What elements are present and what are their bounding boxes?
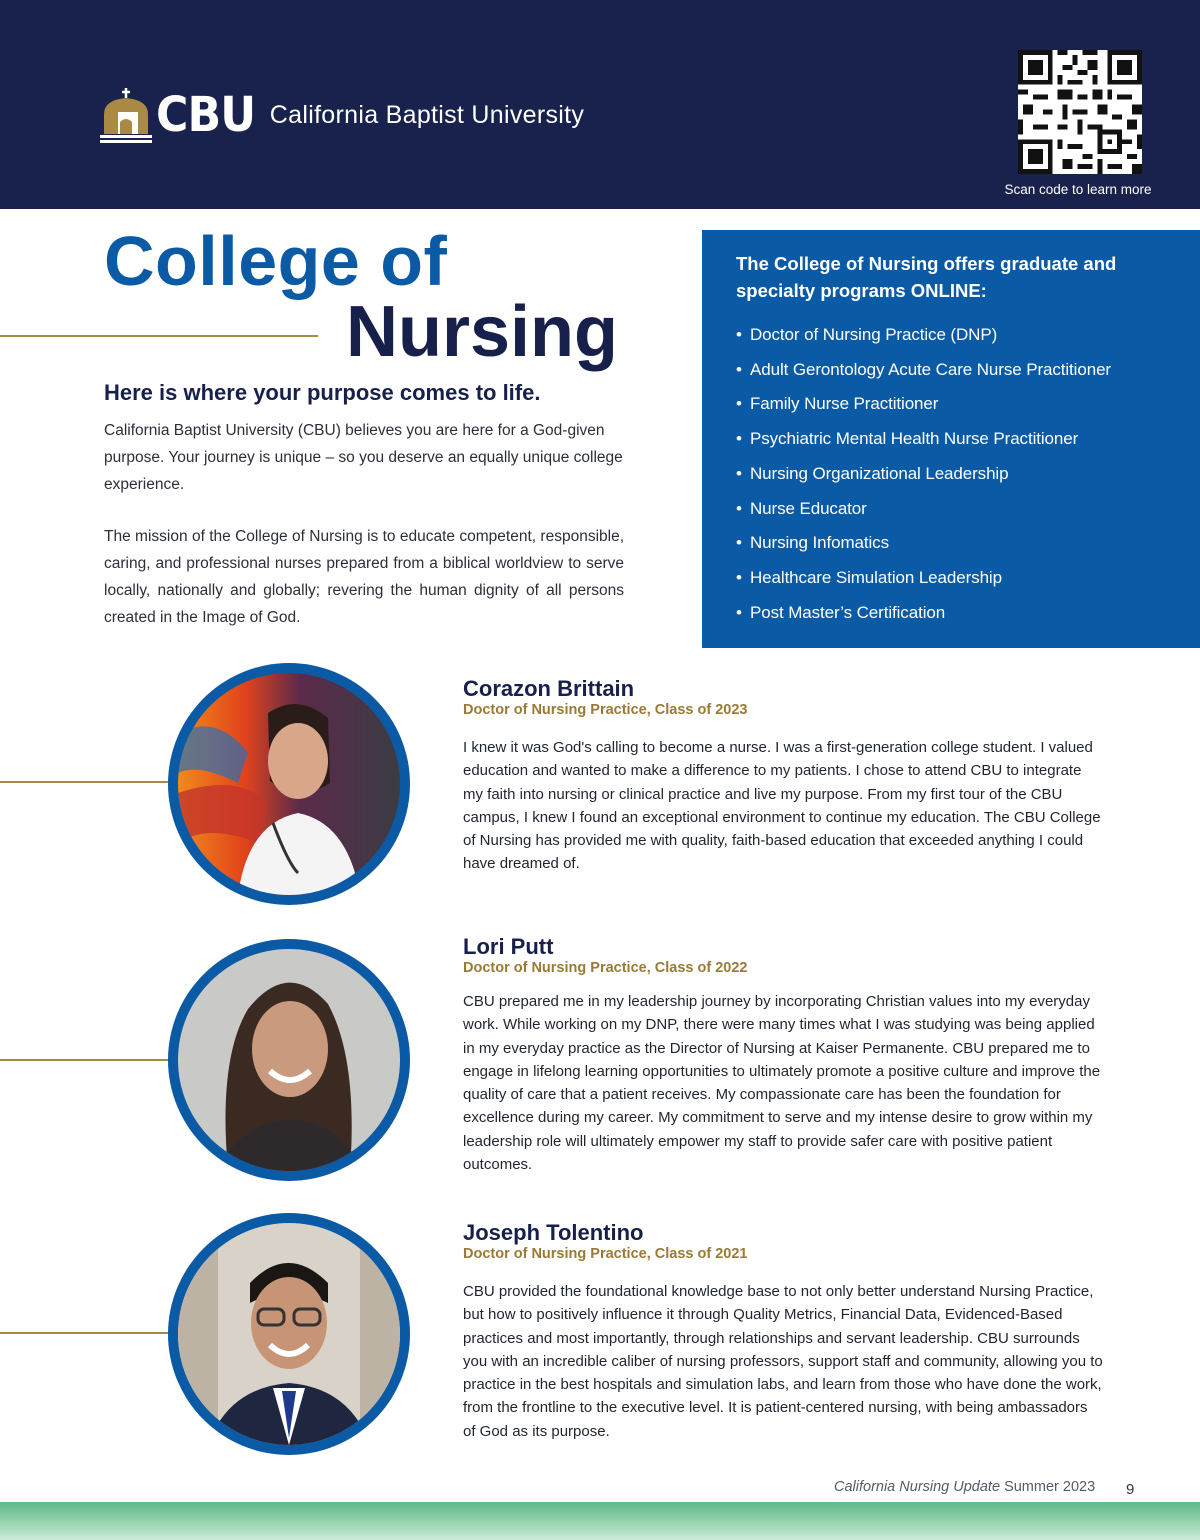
tagline: Here is where your purpose comes to life. [104, 380, 541, 405]
testimonial-role: Doctor of Nursing Practice, Class of 2023 [463, 702, 748, 718]
portrait-connector-line [0, 1332, 172, 1334]
programs-panel [702, 230, 1200, 648]
portrait-lori-putt [168, 939, 410, 1181]
page-title-line2: Nursing [346, 292, 619, 372]
programs-list [736, 318, 1170, 630]
qr-caption: Scan code to learn more [1004, 182, 1152, 197]
intro-paragraph-1: California Baptist University (CBU) believes you are here for a God-given purpose. Your journey is unique – so you deserve an equally unique college experience. [104, 422, 623, 493]
portrait-photo [178, 1223, 400, 1445]
publication-issue: Summer 2023 [1004, 1479, 1096, 1495]
page-number: 9 [1126, 1481, 1135, 1498]
title-divider [0, 335, 318, 337]
bullet-icon: • [736, 602, 742, 622]
cbu-logo[interactable] [100, 86, 584, 144]
bullet-icon: • [736, 498, 742, 518]
testimonial-quote: CBU prepared me in my leadership journey by incorporating Christian values into my everyday work. While working on my DNP, there were many times what I was studying was being applied in my everyday practice as the Director of Nursing at Kaiser Permanente. CBU prepared me to engage in lifelong learning opportunities to ultimately promote a positive culture and improve the quality of care that a patient receives. My compassionate care has been the foundation for excellence during my career. My commitment to serve and my intense desire to grow within my leadership role will ultimately empower my staff to provide safer care with positive patient outcomes. [463, 993, 1101, 1174]
testimonial-quote: CBU provided the foundational knowledge base to not only better understand Nursing Practice, but how to positively influence it through Quality Metrics, Financial Data, Evidenced-Based practices and most importantly, through relationships and servant leadership. CBU surrounds you with an incredible caliber of nursing professors, support staff and community, allowing you to practice in the best hospitals and simulation labs, and learn from those who have done the work, from the frontline to the executive level. It is patient-centered nursing, with being ambassadors of God as its purpose. [463, 1283, 1103, 1440]
program-item: • Post Master’s Certification [736, 596, 1170, 631]
program-item: • Adult Gerontology Acute Care Nurse Practitioner [736, 353, 1170, 388]
portrait-photo [178, 949, 400, 1171]
program-item: • Healthcare Simulation Leadership [736, 561, 1170, 596]
testimonial-role: Doctor of Nursing Practice, Class of 2022 [463, 960, 748, 976]
logo-wordmark: CBU [156, 87, 256, 143]
testimonial-name: Lori Putt [463, 934, 554, 959]
program-item: • Doctor of Nursing Practice (DNP) [736, 318, 1170, 353]
bullet-icon: • [736, 394, 742, 414]
program-item: • Family Nurse Practitioner [736, 387, 1170, 422]
portrait-connector-line [0, 781, 172, 783]
bullet-icon: • [736, 533, 742, 553]
portrait-joseph-tolentino [168, 1213, 410, 1455]
program-item: • Nursing Organizational Leadership [736, 457, 1170, 492]
intro-paragraph-2: The mission of the College of Nursing is to educate competent, responsible, caring, and professional nurses prepared from a biblical worldview to serve locally, nationally and globally; revering the human dignity of all persons created in the Image of God. [104, 528, 624, 626]
header-banner [0, 0, 1200, 209]
testimonial-quote: I knew it was God's calling to become a nurse. I was a first-generation college student. I valued education and wanted to make a difference to my patients. I chose to attend CBU to integrate my faith into nursing or clinical practice and live my purpose. From my first tour of the CBU campus, I knew I found an exceptional environment to continue my education. The CBU College of Nursing has provided me with quality, faith-based education that exceeded anything I could have dreamed of. [463, 739, 1101, 873]
bullet-icon: • [736, 567, 742, 587]
bullet-icon: • [736, 429, 742, 449]
program-item: • Psychiatric Mental Health Nurse Practitioner [736, 422, 1170, 457]
bullet-icon: • [736, 325, 742, 344]
testimonial-name: Corazon Brittain [463, 676, 635, 701]
university-name: California Baptist University [269, 100, 585, 129]
portrait-photo [178, 673, 400, 895]
bullet-icon: • [736, 463, 742, 483]
portrait-corazon-brittain [168, 663, 410, 905]
program-item: • Nurse Educator [736, 492, 1170, 527]
publication-name: California Nursing Update [834, 1479, 1001, 1495]
testimonial-role: Doctor of Nursing Practice, Class of 2021 [463, 1246, 748, 1262]
bottom-color-band [0, 1502, 1200, 1540]
testimonial-name: Joseph Tolentino [463, 1220, 644, 1245]
page-title-line1: College of [104, 222, 448, 300]
programs-heading: The College of Nursing offers graduate and specialty programs ONLINE: [736, 253, 1117, 301]
publication-footer [834, 1479, 1095, 1495]
qr-code[interactable] [1018, 50, 1142, 174]
chapel-icon [100, 86, 152, 144]
bullet-icon: • [736, 359, 742, 379]
program-item: • Nursing Infomatics [736, 526, 1170, 561]
portrait-connector-line [0, 1059, 172, 1061]
